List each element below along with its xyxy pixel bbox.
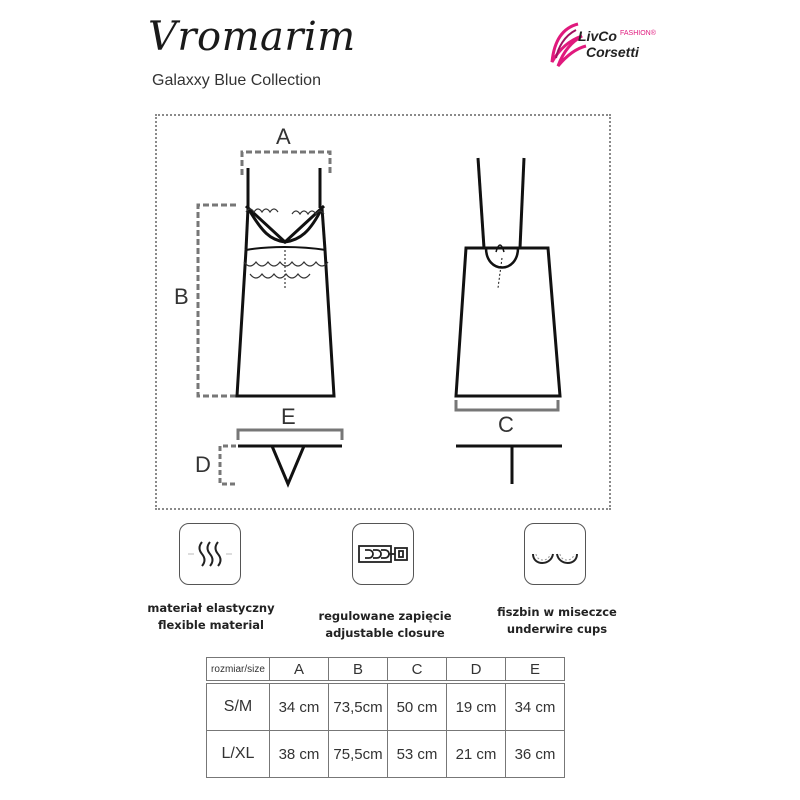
feature-closure-pl: regulowane zapięcie bbox=[318, 609, 452, 623]
table-row bbox=[207, 684, 565, 731]
product-name: Vromarim bbox=[148, 14, 356, 60]
label-e: E bbox=[281, 404, 296, 429]
measure-d-bracket bbox=[220, 446, 236, 484]
table-cell: 75,5cm bbox=[329, 731, 388, 778]
table-row bbox=[207, 731, 565, 778]
table-cell: 19 cm bbox=[447, 684, 506, 731]
measure-e-bracket bbox=[238, 430, 342, 440]
size-label: L/XL bbox=[207, 731, 270, 778]
thong-front bbox=[238, 446, 342, 484]
feature-closure-en: adjustable closure bbox=[325, 626, 445, 640]
feature-elastic-pl: materiał elastyczny bbox=[147, 601, 275, 615]
table-cell: 36 cm bbox=[506, 731, 565, 778]
front-chemise bbox=[237, 168, 334, 396]
back-chemise bbox=[456, 158, 560, 396]
column-header: C bbox=[388, 658, 447, 681]
feature-elastic bbox=[111, 600, 311, 634]
label-c: C bbox=[498, 412, 514, 437]
logo-text-corsetti: Corsetti bbox=[586, 44, 639, 60]
feature-underwire-pl: fiszbin w miseczce bbox=[497, 605, 617, 619]
feature-elastic-en: flexible material bbox=[157, 618, 264, 632]
label-b: B bbox=[174, 284, 189, 309]
feature-underwire-en: underwire cups bbox=[506, 622, 608, 636]
collection-name: Galaxxy Blue Collection bbox=[152, 72, 321, 89]
measure-a-bracket bbox=[242, 152, 330, 175]
feature-closure bbox=[285, 608, 485, 642]
column-header: A bbox=[270, 658, 329, 681]
underwire-cups-icon bbox=[524, 523, 586, 585]
size-label: S/M bbox=[207, 684, 270, 731]
logo-tag: FASHION® bbox=[620, 30, 656, 37]
table-cell: 34 cm bbox=[506, 684, 565, 731]
column-header: D bbox=[447, 658, 506, 681]
table-cell: 73,5cm bbox=[329, 684, 388, 731]
table-cell: 34 cm bbox=[270, 684, 329, 731]
table-cell: 38 cm bbox=[270, 731, 329, 778]
size-table-header bbox=[207, 658, 565, 681]
measure-c-bracket bbox=[456, 400, 558, 410]
wavy-lines-icon bbox=[179, 523, 241, 585]
thong-back bbox=[456, 446, 562, 484]
column-header: B bbox=[329, 658, 388, 681]
measure-b-bracket bbox=[198, 205, 236, 396]
feature-underwire bbox=[457, 604, 657, 638]
label-a: A bbox=[276, 124, 291, 149]
size-table bbox=[206, 657, 565, 778]
logo-text-livco: LivCo bbox=[578, 28, 617, 44]
table-cell: 50 cm bbox=[388, 684, 447, 731]
table-cell: 53 cm bbox=[388, 731, 447, 778]
table-cell: 21 cm bbox=[447, 731, 506, 778]
size-table-corner: rozmiar/size bbox=[207, 658, 270, 681]
hook-closure-icon bbox=[352, 523, 414, 585]
label-d: D bbox=[195, 452, 211, 477]
column-header: E bbox=[506, 658, 565, 681]
